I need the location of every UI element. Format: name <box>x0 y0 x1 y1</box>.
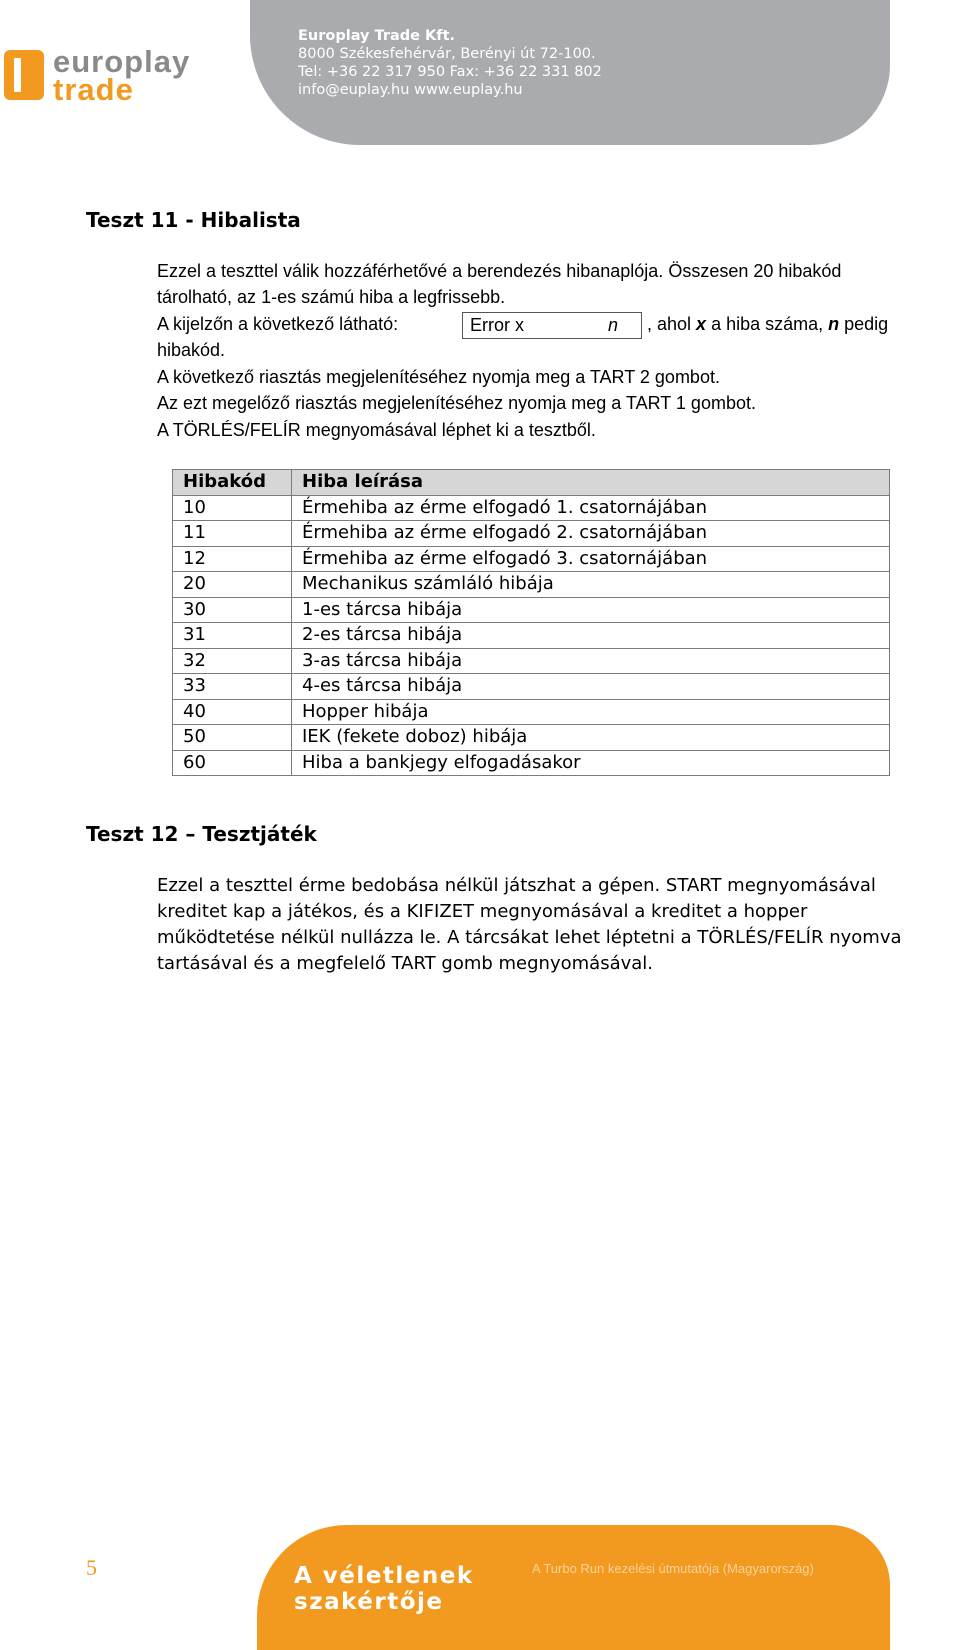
table-row <box>173 623 890 649</box>
test11-line1: Ezzel a teszttel válik hozzáférhetővé a berendezés hibanaplója. Összesen 20 hibakód <box>157 261 842 281</box>
test12-line1: Ezzel a teszttel érme bedobása nélkül játszhat a gépen. START megnyomásával <box>157 875 876 896</box>
error-code: 11 <box>173 521 292 547</box>
table-row <box>173 597 890 623</box>
table-row <box>173 521 890 547</box>
header-hiba-leirasa: Hiba leírása <box>292 470 890 496</box>
error-display-n: n <box>608 315 619 335</box>
company-web: info@euplay.hu www.euplay.hu <box>298 82 523 98</box>
company-address: 8000 Székesfehérvár, Berényi út 72-100. <box>298 46 596 62</box>
table-row <box>173 674 890 700</box>
logo-text-trade: trade <box>53 72 134 107</box>
error-code: 33 <box>173 674 292 700</box>
test11-line2: tárolható, az 1-es számú hiba a legfrissebb. <box>157 287 506 307</box>
table-header-row <box>173 470 890 496</box>
table-row <box>173 699 890 725</box>
error-description: Mechanikus számláló hibája <box>292 572 890 598</box>
error-description: 3-as tárcsa hibája <box>292 648 890 674</box>
error-code: 31 <box>173 623 292 649</box>
table-row <box>173 750 890 776</box>
header-contact-panel <box>250 0 890 145</box>
error-description: 1-es tárcsa hibája <box>292 597 890 623</box>
test11-line4: hibakód. <box>157 340 226 360</box>
error-display-text: Error x <box>470 315 524 335</box>
error-code: 50 <box>173 725 292 751</box>
error-code: 40 <box>173 699 292 725</box>
slogan-line1: A véletlenek <box>294 1563 474 1589</box>
logo-text-europlay: europlay <box>53 44 191 79</box>
table-row <box>173 725 890 751</box>
table-row <box>173 572 890 598</box>
error-description: IEK (fekete doboz) hibája <box>292 725 890 751</box>
error-description: Érmehiba az érme elfogadó 3. csatornájában <box>292 546 890 572</box>
test11-line7: A TÖRLÉS/FELÍR megnyomásával léphet ki a tesztből. <box>157 420 596 440</box>
test11-line3-suffix: , ahol x a hiba száma, n pedig <box>647 314 889 334</box>
error-code: 20 <box>173 572 292 598</box>
header-hibakod: Hibakód <box>173 470 292 496</box>
n-variable: n <box>828 314 840 334</box>
test11-line6: Az ezt megelőző riasztás megjelenítéséhez nyomja meg a TART 1 gombot. <box>157 393 756 413</box>
error-description: 4-es tárcsa hibája <box>292 674 890 700</box>
test11-line5: A következő riasztás megjelenítéséhez nyomja meg a TART 2 gombot. <box>157 367 720 387</box>
slogan-line2: szakértője <box>294 1589 444 1615</box>
company-name: Europlay Trade Kft. <box>298 28 456 44</box>
error-description: Érmehiba az érme elfogadó 2. csatornájában <box>292 521 890 547</box>
test12-title: Teszt 12 – Tesztjáték <box>86 822 317 846</box>
page-number: 5 <box>86 1555 97 1580</box>
table-row <box>173 495 890 521</box>
company-logo <box>0 40 220 110</box>
error-code: 10 <box>173 495 292 521</box>
test11-line3-prefix: A kijelzőn a következő látható: <box>157 314 399 334</box>
error-description: 2-es tárcsa hibája <box>292 623 890 649</box>
table-row <box>173 546 890 572</box>
test11-title: Teszt 11 - Hibalista <box>86 208 301 232</box>
error-code: 32 <box>173 648 292 674</box>
table-row <box>173 648 890 674</box>
footer-manual-title: A Turbo Run kezelési útmutatója (Magyarország) <box>532 1561 814 1576</box>
test12-line2: kreditet kap a játékos, és a KIFIZET megnyomásával a kreditet a hopper <box>157 901 808 922</box>
error-description: Érmehiba az érme elfogadó 1. csatornájában <box>292 495 890 521</box>
error-display-box <box>462 312 642 339</box>
logo-mark-icon <box>4 50 44 100</box>
error-code: 30 <box>173 597 292 623</box>
error-code-table <box>172 469 890 776</box>
x-variable: x <box>696 314 707 334</box>
error-code: 60 <box>173 750 292 776</box>
footer-slogan-panel <box>257 1525 890 1650</box>
test12-line4: tartásával és a megfelelő TART gomb megnyomásával. <box>157 953 654 974</box>
company-phone: Tel: +36 22 317 950 Fax: +36 22 331 802 <box>298 64 602 80</box>
test12-line3: működtetése nélkül nullázza le. A tárcsákat lehet léptetni a TÖRLÉS/FELÍR nyomva <box>157 927 902 948</box>
error-code: 12 <box>173 546 292 572</box>
error-description: Hiba a bankjegy elfogadásakor <box>292 750 890 776</box>
error-description: Hopper hibája <box>292 699 890 725</box>
